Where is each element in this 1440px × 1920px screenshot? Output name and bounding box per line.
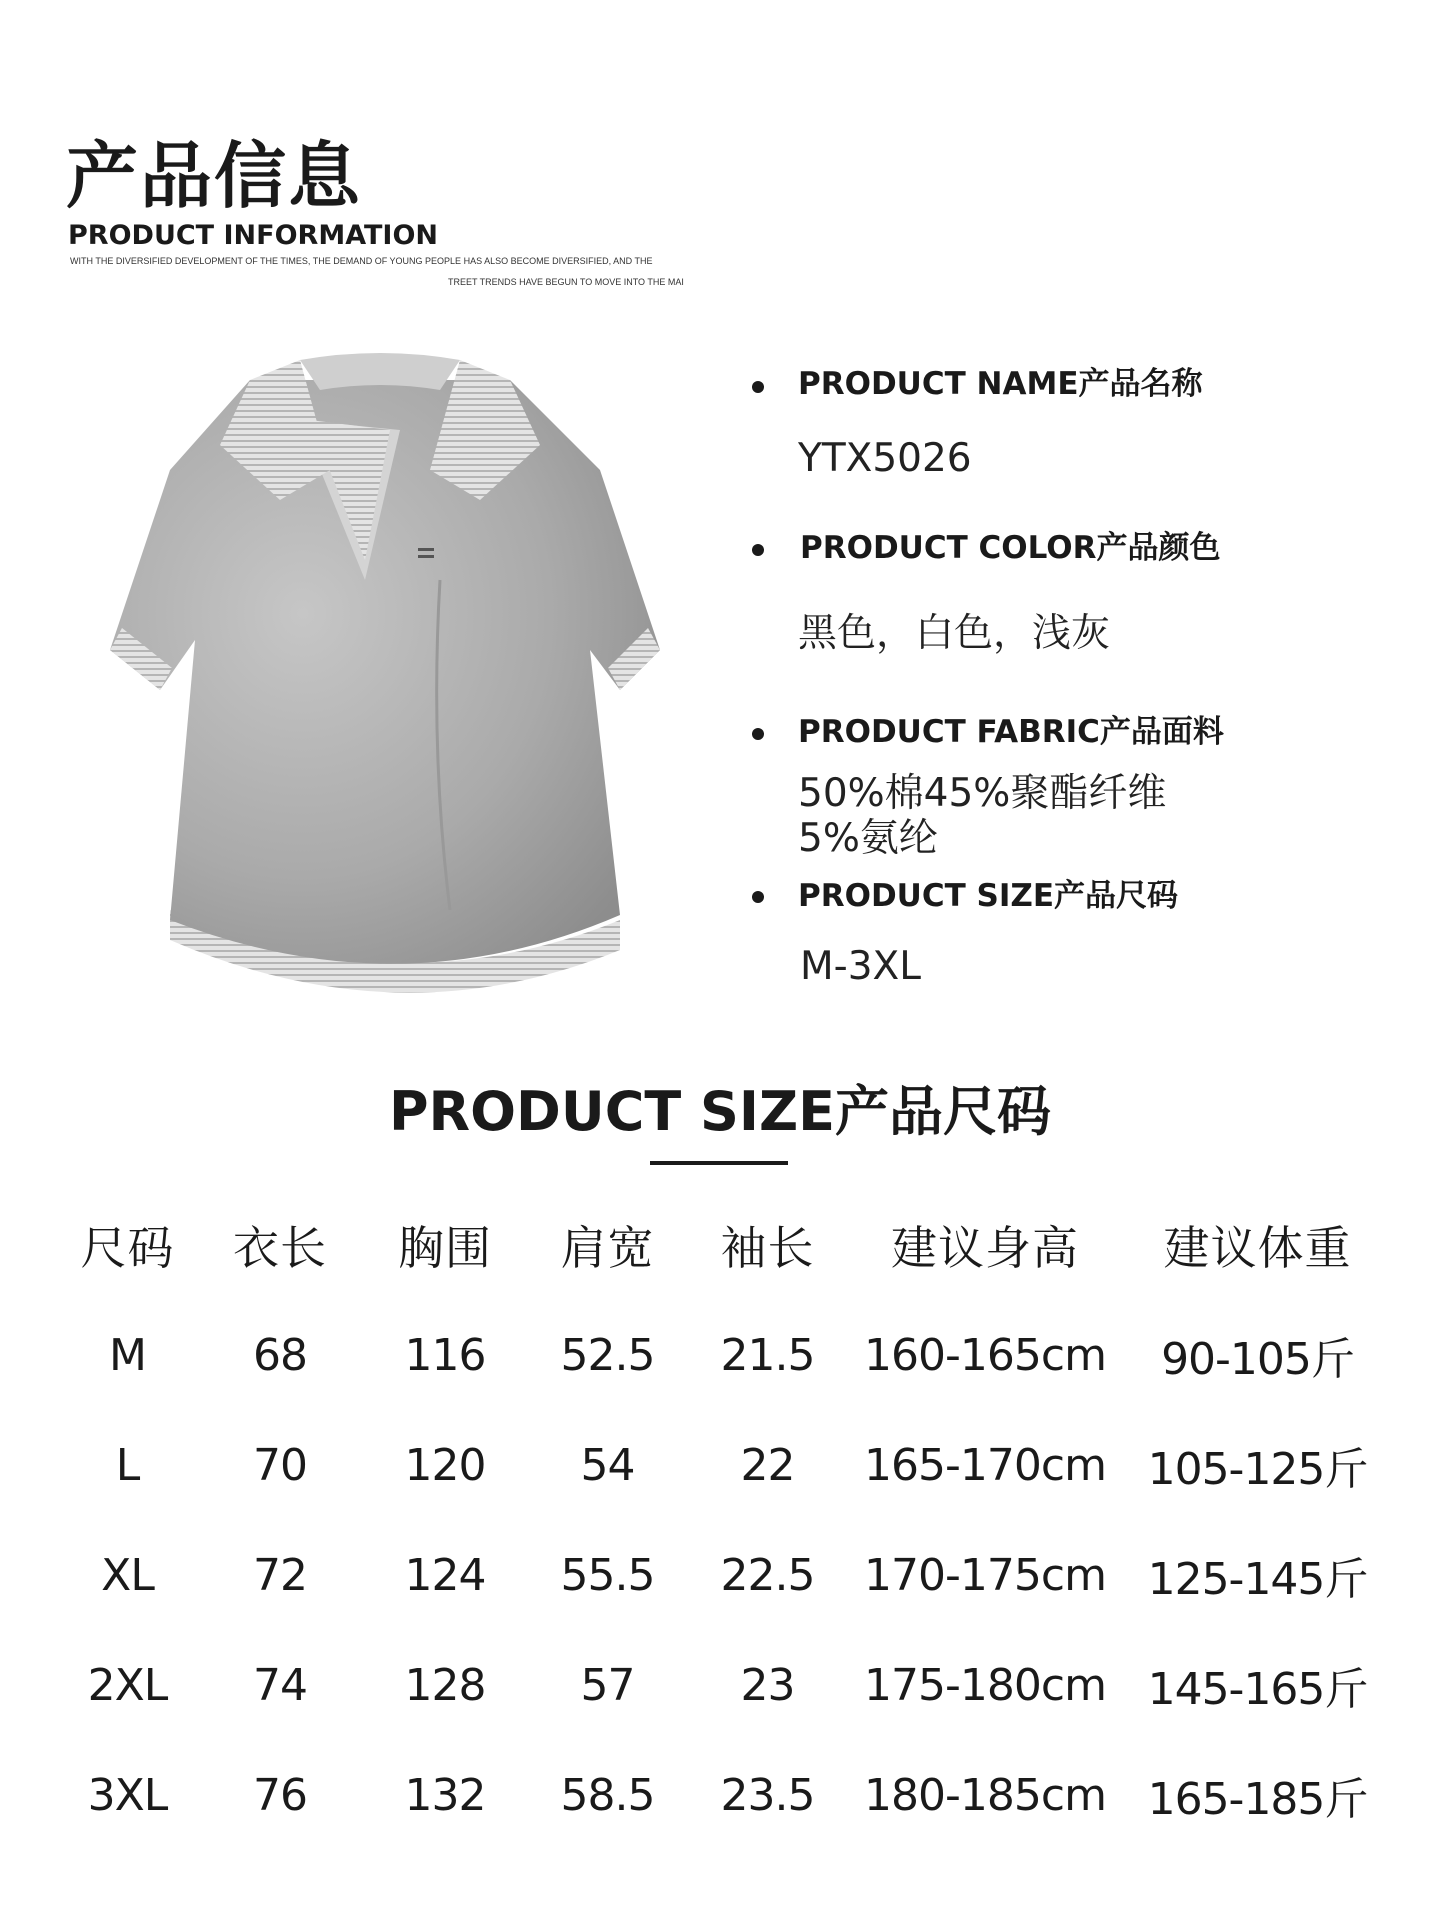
product-color-value: 黑色，白色，浅灰 [798, 611, 1111, 656]
product-name-value: YTX5026 [798, 436, 972, 481]
header-cell: 尺码 [80, 1221, 175, 1275]
table-cell: 160-165cm [864, 1329, 1106, 1381]
table-cell: 57 [580, 1659, 635, 1711]
table-cell: 72 [253, 1549, 307, 1601]
table-cell: 3XL [87, 1769, 168, 1821]
product-name-label: PRODUCT NAME产品名称 [798, 366, 1203, 402]
table-cell: 23 [740, 1659, 795, 1711]
bullet-icon [752, 891, 764, 903]
table-cell: 105-125斤 [1147, 1444, 1368, 1495]
table-cell: 68 [253, 1329, 307, 1381]
table-cell: XL [101, 1549, 154, 1601]
table-cell: 116 [404, 1329, 486, 1381]
product-size-label: PRODUCT SIZE产品尺码 [798, 878, 1179, 914]
product-fabric-label: PRODUCT FABRIC产品面料 [798, 714, 1224, 750]
header-cell: 衣长 [233, 1221, 327, 1275]
table-cell: 175-180cm [864, 1659, 1106, 1711]
table-cell: 90-105斤 [1161, 1334, 1354, 1385]
table-row [60, 1740, 1390, 1850]
tagline-line-2: TREET TRENDS HAVE BEGUN TO MOVE INTO THE MAI [448, 277, 684, 287]
table-row [60, 1410, 1390, 1520]
table-cell: 76 [253, 1769, 307, 1821]
table-cell: 54 [580, 1439, 635, 1491]
product-fabric-value-2: 5%氨纶 [798, 816, 938, 861]
table-cell: 23.5 [720, 1769, 815, 1821]
table-cell: 22.5 [720, 1549, 815, 1601]
table-cell: 120 [404, 1439, 486, 1491]
table-row [60, 1630, 1390, 1740]
table-cell: 55.5 [560, 1549, 655, 1601]
table-cell: 170-175cm [864, 1549, 1106, 1601]
table-cell: 124 [404, 1549, 486, 1601]
size-table [60, 1190, 1390, 1850]
table-cell: 125-145斤 [1147, 1554, 1368, 1605]
tagline-line-1: WITH THE DIVERSIFIED DEVELOPMENT OF THE TIMES, THE DEMAND OF YOUNG PEOPLE HAS ALSO BECOME DIVERSIFIED, AND THE [70, 256, 653, 266]
product-fabric-value-1: 50%棉45%聚酯纤维 [798, 771, 1167, 816]
table-cell: 22 [740, 1439, 795, 1491]
size-table-title: PRODUCT SIZE产品尺码 [388, 1080, 1052, 1143]
table-header-row [60, 1190, 1390, 1300]
table-row [60, 1300, 1390, 1410]
table-cell: 58.5 [560, 1769, 655, 1821]
table-cell: 180-185cm [864, 1769, 1106, 1821]
table-cell: M [109, 1329, 146, 1381]
table-cell: 145-165斤 [1147, 1664, 1368, 1715]
header-cell: 建议身高 [891, 1221, 1079, 1275]
product-color-label: PRODUCT COLOR产品颜色 [800, 530, 1221, 566]
product-shirt-image [100, 350, 700, 1040]
header-cell: 胸围 [398, 1221, 492, 1275]
bullet-icon [752, 381, 764, 393]
table-row [60, 1520, 1390, 1630]
table-cell: 132 [404, 1769, 486, 1821]
page-subtitle: PRODUCT INFORMATION [68, 220, 439, 251]
header-cell: 袖长 [720, 1221, 815, 1275]
table-cell: 165-185斤 [1147, 1774, 1368, 1825]
page-title: 产品信息 [66, 134, 363, 218]
table-cell: 74 [253, 1659, 307, 1711]
bullet-icon [752, 728, 764, 740]
title-underline [650, 1161, 788, 1165]
table-cell: 21.5 [720, 1329, 815, 1381]
product-size-value: M-3XL [800, 944, 921, 989]
table-cell: 165-170cm [864, 1439, 1106, 1491]
table-cell: 128 [404, 1659, 486, 1711]
table-cell: 2XL [87, 1659, 168, 1711]
bullet-icon [752, 544, 764, 556]
table-cell: 52.5 [560, 1329, 655, 1381]
table-cell: L [115, 1439, 140, 1491]
table-cell: 70 [253, 1439, 307, 1491]
header-cell: 肩宽 [560, 1221, 655, 1275]
header-cell: 建议体重 [1163, 1221, 1352, 1275]
